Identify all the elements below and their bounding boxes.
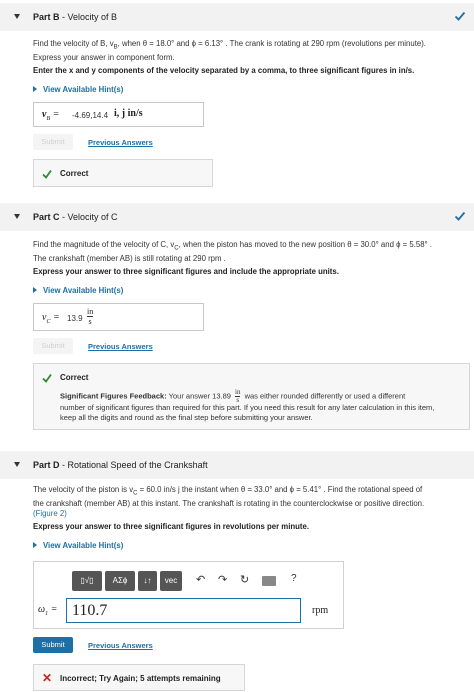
feedback-title: Correct: [60, 373, 89, 382]
part-c-hint-link[interactable]: View Available Hint(s): [33, 286, 123, 295]
sigfig-feedback-line2: number of significant figures than required for this part. If you need this result for any later calculation in this item,: [60, 403, 435, 412]
part-b-feedback: [33, 159, 213, 187]
part-b-previous-answers-link[interactable]: Previous Answers: [88, 138, 153, 147]
part-d-question: The velocity of the piston is $v_C = 60.0$ in/s j the instant when θ = 33.0° and ϕ = 5.41° . Find the rotational speed of the crankshaft (member AB) at this instant. The crankshaft is rotating in the counterclockwise or positive direction. (Figure 2): [33, 485, 471, 519]
arrows-button[interactable]: ↓↑: [138, 571, 157, 591]
feedback-title: Correct: [60, 169, 89, 178]
part-d-submit-button[interactable]: Submit: [33, 637, 73, 653]
vector-button[interactable]: vec: [160, 571, 182, 591]
answer-unit: in s: [87, 307, 94, 326]
part-b-title: Part B - Velocity of B: [33, 12, 118, 22]
part-c-previous-answers-link[interactable]: Previous Answers: [88, 342, 153, 351]
part-b-question: Find the velocity of B, $v_B$, when θ = 18.0° and ϕ = 6.13° . The crank is rotating at 290 rpm (revolutions per minute). Express your answer in component form.: [33, 39, 426, 62]
part-c-feedback: [33, 363, 470, 430]
correct-check-icon: [42, 169, 52, 179]
answer-unit: rpm: [312, 605, 329, 616]
templates-button[interactable]: ▯√▯: [72, 571, 102, 591]
checkmark-icon: [454, 210, 466, 222]
collapse-triangle-icon[interactable]: [14, 14, 20, 19]
part-d-hint-link[interactable]: View Available Hint(s): [33, 541, 123, 550]
answer-value: -4.69,14.4: [72, 111, 109, 120]
part-d-feedback: [33, 664, 245, 691]
answer-variable: $v_B$ =: [42, 109, 60, 122]
part-d-previous-answers-link[interactable]: Previous Answers: [88, 641, 153, 650]
answer-value: 13.9: [67, 314, 83, 323]
expand-arrow-icon: [33, 287, 37, 293]
part-b-submit-button[interactable]: Submit: [33, 134, 73, 150]
correct-check-icon: [42, 373, 52, 383]
answer-input[interactable]: [66, 598, 301, 623]
part-c-answer-box[interactable]: [33, 303, 204, 331]
expand-arrow-icon: [33, 86, 37, 92]
sigfig-feedback: Significant Figures Feedback: Your answer 13.89 $\frac{in}{s}$ was either rounded differently or used a different: [60, 388, 406, 404]
answer-variable: $v_C$ =: [42, 312, 60, 325]
answer-unit: i, j in/s: [114, 108, 143, 119]
collapse-triangle-icon[interactable]: [14, 214, 20, 219]
expand-arrow-icon: [33, 542, 37, 548]
part-c-header[interactable]: [0, 203, 474, 231]
part-b-answer-box[interactable]: [33, 102, 204, 127]
part-b-header[interactable]: [0, 3, 474, 31]
reset-icon[interactable]: ↻: [240, 574, 250, 586]
answer-variable: $\omega_1$ =: [38, 604, 58, 617]
part-c-title: Part C - Velocity of C: [33, 212, 118, 222]
part-d-header[interactable]: [0, 451, 474, 479]
keyboard-icon[interactable]: [262, 576, 276, 586]
collapse-triangle-icon[interactable]: [14, 462, 20, 467]
incorrect-x-icon: ✕: [42, 671, 53, 685]
part-b-hint-link[interactable]: View Available Hint(s): [33, 85, 123, 94]
undo-icon[interactable]: ↶: [196, 574, 206, 586]
answer-value: 110.7: [72, 602, 108, 619]
sigfig-feedback-line3: keep all the digits and round as the final step before submitting your answer.: [60, 413, 313, 422]
redo-icon[interactable]: ↷: [218, 574, 228, 586]
checkmark-icon: [454, 10, 466, 22]
feedback-title: Incorrect; Try Again; 5 attempts remaining: [60, 674, 221, 683]
figure-link[interactable]: (Figure 2): [33, 508, 67, 518]
part-c-question: Find the magnitude of the velocity of C, $v_C$, when the piston has moved to the new position θ = 30.0° and ϕ = 5.58° . The crankshaft (member AB) is still rotating at 290 rpm .: [33, 240, 432, 263]
part-c-submit-button[interactable]: Submit: [33, 338, 73, 354]
symbols-button[interactable]: ΑΣϕ: [105, 571, 135, 591]
part-c-instruction: Express your answer to three significant figures and include the appropriate units.: [33, 267, 339, 276]
help-button[interactable]: ?: [291, 573, 297, 584]
part-d-instruction: Express your answer to three significant figures in revolutions per minute.: [33, 522, 309, 531]
part-d-title: Part D - Rotational Speed of the Crankshaft: [33, 460, 208, 470]
part-b-instruction: Enter the x and y components of the velocity separated by a comma, to three significant figures in in/s.: [33, 66, 415, 75]
